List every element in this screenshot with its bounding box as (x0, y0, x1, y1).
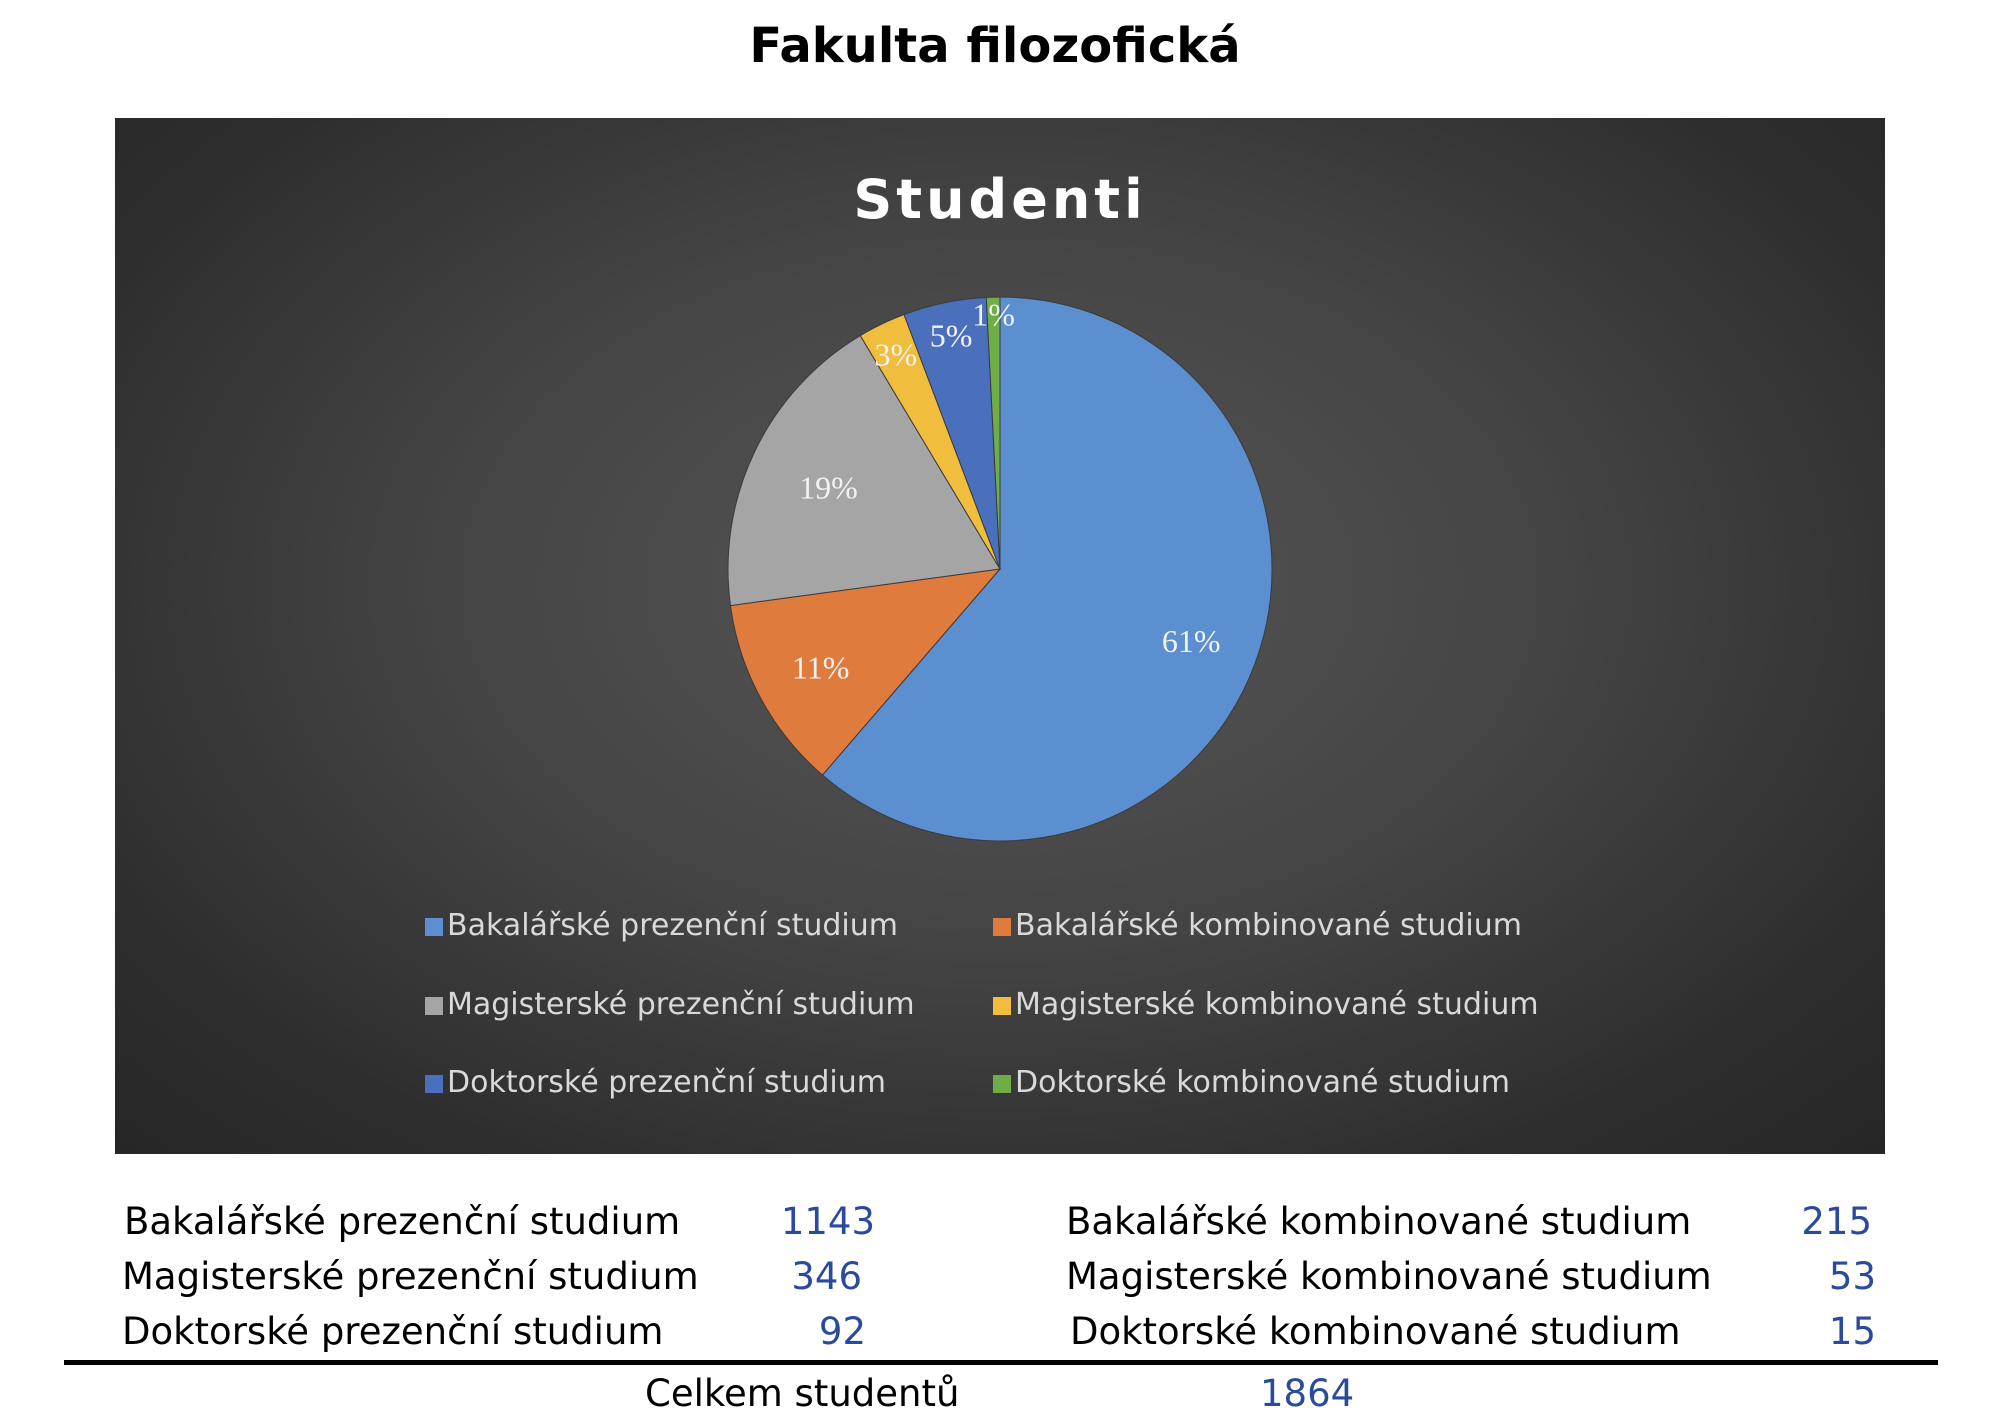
legend-swatch-3 (993, 997, 1011, 1015)
slice-data-label-1: 11% (791, 649, 850, 686)
legend-swatch-2 (425, 997, 443, 1015)
legend-label-5: Doktorské kombinované studium (1015, 1065, 1510, 1100)
total-label: Celkem studentů (645, 1372, 960, 1415)
summary-left-value-0: 1143 (780, 1200, 875, 1243)
slice-data-label-2: 19% (799, 469, 858, 506)
summary-left-value-2: 92 (818, 1310, 866, 1353)
legend-swatch-1 (993, 918, 1011, 936)
legend-swatch-5 (993, 1075, 1011, 1093)
chart-title: Studenti (853, 168, 1147, 231)
summary-right-value-2: 15 (1828, 1310, 1876, 1353)
summary-right-value-1: 53 (1828, 1255, 1876, 1298)
summary-right-value-0: 215 (1801, 1200, 1872, 1243)
legend-label-2: Magisterské prezenční studium (447, 987, 915, 1022)
summary-right-label-0: Bakalářské kombinované studium (1066, 1200, 1692, 1243)
summary-left-label-2: Doktorské prezenční studium (122, 1310, 664, 1353)
legend-label-4: Doktorské prezenční studium (447, 1065, 886, 1100)
summary-left-value-1: 346 (791, 1255, 862, 1298)
legend-label-0: Bakalářské prezenční studium (447, 908, 898, 943)
summary-left-label-1: Magisterské prezenční studium (122, 1255, 699, 1298)
legend-label-3: Magisterské kombinované studium (1015, 987, 1539, 1022)
total-value: 1864 (1260, 1372, 1355, 1415)
slice-data-label-0: 61% (1161, 623, 1221, 660)
total-divider (64, 1360, 1938, 1365)
pie-chart (115, 118, 1885, 1154)
slice-data-label-5: 1% (972, 296, 1015, 333)
summary-left-label-0: Bakalářské prezenční studium (124, 1200, 681, 1243)
chart-panel (115, 118, 1885, 1154)
slice-data-label-4: 5% (929, 317, 973, 354)
legend-swatch-4 (425, 1075, 443, 1093)
summary-right-label-2: Doktorské kombinované studium (1070, 1310, 1681, 1353)
legend-swatch-0 (425, 918, 443, 936)
slice-data-label-3: 3% (874, 336, 918, 373)
legend-label-1: Bakalářské kombinované studium (1015, 908, 1522, 943)
page-title: Fakulta filozofická (749, 18, 1241, 74)
summary-right-label-1: Magisterské kombinované studium (1066, 1255, 1712, 1298)
